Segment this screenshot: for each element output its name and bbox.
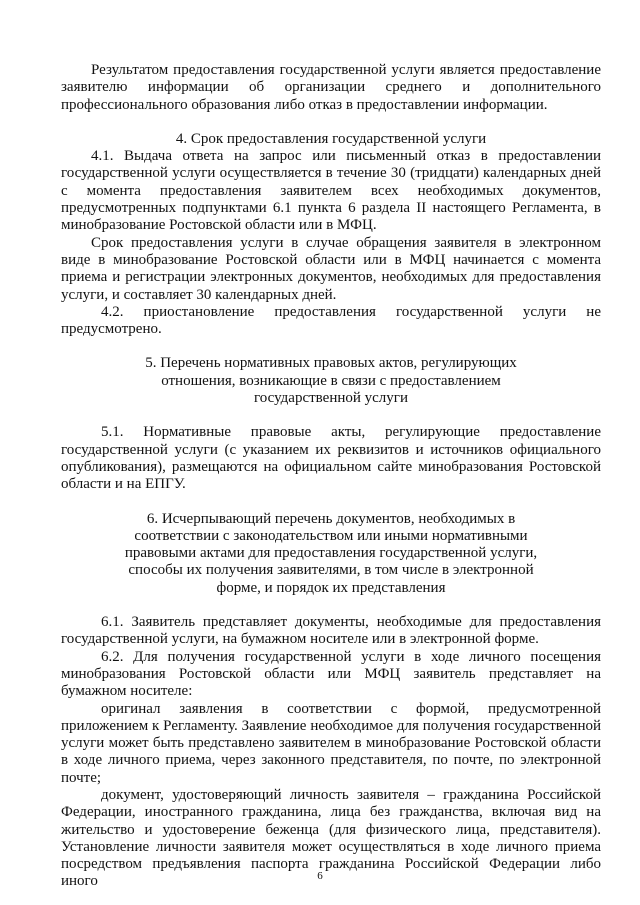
paragraph-6-2-application: оригинал заявления в соответствии с формой, предусмотренной приложением к Регламенту. Заявление необходимое для получения государственной услуги может быть представлено заявителем в минобразование Ростовской области в ходе личного приема, через законного представителя, по почте, по электронной почте; (61, 700, 601, 786)
section-5-heading-line: государственной услуги (254, 390, 408, 407)
paragraph-5-1: 5.1. Нормативные правовые акты, регулирующие предоставление государственной услуги (с указанием их реквизитов и источников официального опубликования), размещаются на официальном сайте минобразования Ростовской области и на ЕПГУ. (61, 424, 601, 493)
paragraph-4-1-term: Срок предоставления услуги в случае обращения заявителя в электронном виде в минобразование Ростовской области или в МФЦ начинается с момента приема и регистрации электронных документов, необходимых для предоставления услуги, и составляет 30 календарных дней. (61, 234, 601, 303)
paragraph-6-2-identity-document: документ, удостоверяющий личность заявителя – гражданина Российской Федерации, иностранного гражданина, лица без гражданства, включая вид на жительство и удостоверение беженца (для физического лица, представителя). Установление личности заявителя может осуществляться в ходе личного приема посредством предъявления паспорта гражданина Российской Федерации либо иного (61, 786, 601, 890)
section-5-heading-line: отношения, возникающие в связи с предоставлением (161, 372, 501, 389)
section-6-heading-line: способы их получения заявителями, в том числе в электронной (128, 562, 534, 579)
section-6-heading-line: форме, и порядок их представления (216, 579, 446, 596)
page-number: 6 (317, 870, 323, 882)
section-6-heading-line: правовыми актами для предоставления государственной услуги, (124, 545, 538, 562)
paragraph-6-2: 6.2. Для получения государственной услуги в ходе личного посещения минобразования Ростовской области или МФЦ заявитель представляет на бумажном носителе: (61, 648, 601, 700)
section-6-heading (61, 511, 601, 597)
intro-paragraph: Результатом предоставления государственной услуги является предоставление заявителю информации об организации среднего и дополнительного профессионального образования либо отказ в предоставлении информации. (61, 62, 601, 113)
section-6-heading-line: соответствии с законодательством или иными нормативными (134, 527, 528, 544)
document-body (61, 62, 601, 891)
section-5-heading (61, 355, 601, 407)
paragraph-4-1: 4.1. Выдача ответа на запрос или письменный отказ в предоставлении государственной услуги осуществляется в течение 30 (тридцати) календарных дней с момента предоставления заявителем всех необходимых документов, предусмотренных подпунктами 6.1 пункта 6 раздела II настоящего Регламента, в минобразование Ростовской области или в МФЦ. (61, 148, 601, 234)
section-5-heading-line: 5. Перечень нормативных правовых актов, регулирующих (145, 355, 517, 372)
paragraph-4-2: 4.2. приостановление предоставления государственной услуги не предусмотрено. (61, 303, 601, 338)
section-4-heading: 4. Срок предоставления государственной услуги (175, 130, 487, 147)
paragraph-6-1: 6.1. Заявитель представляет документы, необходимые для предоставления государственной услуги, на бумажном носителе или в электронной форме. (61, 614, 601, 648)
section-6-heading-line: 6. Исчерпывающий перечень документов, необходимых в (146, 510, 516, 527)
